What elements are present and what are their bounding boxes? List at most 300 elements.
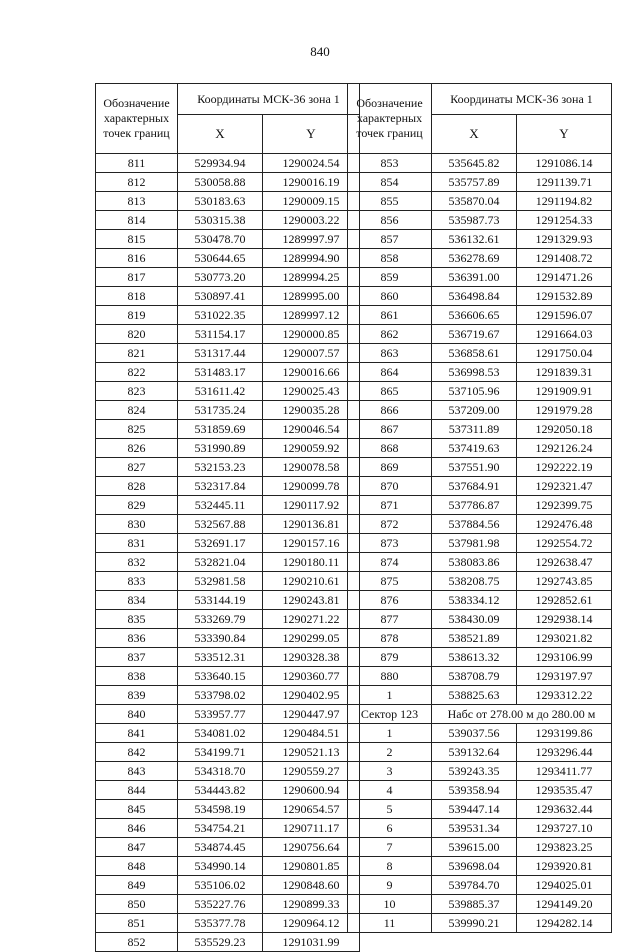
coord-y: 1294282.14 (517, 914, 612, 933)
coord-y: 1293411.77 (517, 762, 612, 781)
coord-x: 539990.21 (432, 914, 517, 933)
coord-x: 536391.00 (432, 268, 517, 287)
coord-y: 1293727.10 (517, 819, 612, 838)
point-id: 844 (96, 781, 178, 800)
coord-y: 1290025.43 (263, 382, 360, 401)
coord-y: 1290000.85 (263, 325, 360, 344)
table-row (348, 287, 612, 306)
coord-y: 1290059.92 (263, 439, 360, 458)
coord-y: 1294149.20 (517, 895, 612, 914)
table-row (348, 895, 612, 914)
coord-x: 535529.23 (178, 933, 263, 952)
coord-x: 531154.17 (178, 325, 263, 344)
point-id: 880 (348, 667, 432, 686)
coord-y: 1291750.04 (517, 344, 612, 363)
coord-x: 535870.04 (432, 192, 517, 211)
coord-y: 1289995.00 (263, 287, 360, 306)
coord-y: 1292050.18 (517, 420, 612, 439)
table-body (348, 154, 612, 705)
point-id: 5 (348, 800, 432, 819)
coord-y: 1293197.97 (517, 667, 612, 686)
point-id: 837 (96, 648, 178, 667)
table-row (348, 667, 612, 686)
table-row (348, 211, 612, 230)
coord-y: 1292554.72 (517, 534, 612, 553)
point-id: 840 (96, 705, 178, 724)
table-row (96, 230, 360, 249)
table-row (96, 838, 360, 857)
table-row (348, 439, 612, 458)
coord-x: 531611.42 (178, 382, 263, 401)
coord-x: 537551.90 (432, 458, 517, 477)
table-row (96, 363, 360, 382)
point-id: 822 (96, 363, 178, 382)
coord-y: 1290180.11 (263, 553, 360, 572)
point-id: 811 (96, 154, 178, 173)
table-row (96, 496, 360, 515)
table-row (96, 876, 360, 895)
coord-y: 1290007.57 (263, 344, 360, 363)
point-id: 4 (348, 781, 432, 800)
coord-y: 1292476.48 (517, 515, 612, 534)
point-id: 848 (96, 857, 178, 876)
coord-y: 1294025.01 (517, 876, 612, 895)
table-row (348, 477, 612, 496)
coord-x: 539615.00 (432, 838, 517, 857)
coord-x: 532821.04 (178, 553, 263, 572)
coord-y: 1290360.77 (263, 667, 360, 686)
point-id: 813 (96, 192, 178, 211)
coord-x: 537786.87 (432, 496, 517, 515)
coord-y: 1290271.22 (263, 610, 360, 629)
table-row (96, 534, 360, 553)
coord-y: 1292321.47 (517, 477, 612, 496)
table-row (96, 591, 360, 610)
coord-x: 538521.89 (432, 629, 517, 648)
table-row (96, 914, 360, 933)
table-row (96, 629, 360, 648)
coord-x: 532153.23 (178, 458, 263, 477)
table-row (348, 363, 612, 382)
coord-y: 1293823.25 (517, 838, 612, 857)
coordinates-table-right (347, 83, 612, 933)
coord-y: 1290003.22 (263, 211, 360, 230)
point-id: 9 (348, 876, 432, 895)
coord-x: 537884.56 (432, 515, 517, 534)
coord-x: 537311.89 (432, 420, 517, 439)
point-id: 830 (96, 515, 178, 534)
coord-y: 1293106.99 (517, 648, 612, 667)
coord-x: 536719.67 (432, 325, 517, 344)
table-row (348, 325, 612, 344)
coord-x: 539037.56 (432, 724, 517, 743)
table-row (348, 610, 612, 629)
table-row (348, 686, 612, 705)
coord-y: 1290299.05 (263, 629, 360, 648)
coord-x: 538708.79 (432, 667, 517, 686)
table-row (348, 382, 612, 401)
coord-y: 1290117.92 (263, 496, 360, 515)
point-id: 824 (96, 401, 178, 420)
sector-name: Сектор 123 (348, 705, 432, 724)
coord-x: 537981.98 (432, 534, 517, 553)
coord-x: 531735.24 (178, 401, 263, 420)
point-id: 812 (96, 173, 178, 192)
coord-y: 1290210.61 (263, 572, 360, 591)
point-id: 861 (348, 306, 432, 325)
coord-y: 1290328.38 (263, 648, 360, 667)
coord-y: 1290711.17 (263, 819, 360, 838)
table-row (348, 534, 612, 553)
table-body (96, 154, 360, 952)
coord-x: 530183.63 (178, 192, 263, 211)
coord-y: 1293296.44 (517, 743, 612, 762)
coord-y: 1290136.81 (263, 515, 360, 534)
coord-y: 1292852.61 (517, 591, 612, 610)
coord-y: 1289997.12 (263, 306, 360, 325)
table-row (96, 515, 360, 534)
coord-y: 1291909.91 (517, 382, 612, 401)
table-row (348, 629, 612, 648)
coord-x: 533640.15 (178, 667, 263, 686)
point-id: 836 (96, 629, 178, 648)
point-id: 10 (348, 895, 432, 914)
point-id: 856 (348, 211, 432, 230)
coord-y: 1292743.85 (517, 572, 612, 591)
table-row (96, 325, 360, 344)
point-id: 820 (96, 325, 178, 344)
table-row (348, 154, 612, 173)
coord-y: 1290016.66 (263, 363, 360, 382)
table-row (348, 192, 612, 211)
point-id: 852 (96, 933, 178, 952)
coord-x: 539447.14 (432, 800, 517, 819)
sector-section (348, 705, 612, 724)
coord-y: 1289997.97 (263, 230, 360, 249)
point-id: 825 (96, 420, 178, 439)
coord-y: 1290654.57 (263, 800, 360, 819)
coord-x: 539784.70 (432, 876, 517, 895)
table-row (96, 933, 360, 952)
point-id: 843 (96, 762, 178, 781)
coord-x: 539885.37 (432, 895, 517, 914)
coord-x: 536998.53 (432, 363, 517, 382)
table-row (96, 439, 360, 458)
point-id: 857 (348, 230, 432, 249)
coord-x: 538613.32 (432, 648, 517, 667)
point-id: 850 (96, 895, 178, 914)
table-row (96, 382, 360, 401)
point-id: 1 (348, 686, 432, 705)
coord-x: 534199.71 (178, 743, 263, 762)
table-row (348, 458, 612, 477)
coord-y: 1291408.72 (517, 249, 612, 268)
table-row (348, 743, 612, 762)
table-row (96, 648, 360, 667)
coord-y: 1290046.54 (263, 420, 360, 439)
coord-y: 1292222.19 (517, 458, 612, 477)
table-row (348, 173, 612, 192)
coord-x: 538334.12 (432, 591, 517, 610)
coord-x: 530773.20 (178, 268, 263, 287)
table-row (348, 515, 612, 534)
table-row (96, 306, 360, 325)
point-id: 846 (96, 819, 178, 838)
coord-x: 536606.65 (432, 306, 517, 325)
coord-y: 1293535.47 (517, 781, 612, 800)
coord-y: 1292399.75 (517, 496, 612, 515)
table-row (96, 401, 360, 420)
header-x: X (432, 115, 517, 154)
point-id: 858 (348, 249, 432, 268)
sector-height-range: Набс от 278.00 м до 280.00 м (432, 705, 612, 724)
coord-x: 535106.02 (178, 876, 263, 895)
point-id: 831 (96, 534, 178, 553)
point-id: 816 (96, 249, 178, 268)
point-id: 854 (348, 173, 432, 192)
coord-y: 1291471.26 (517, 268, 612, 287)
coord-y: 1290024.54 (263, 154, 360, 173)
point-id: 827 (96, 458, 178, 477)
table-row (96, 420, 360, 439)
coord-x: 535645.82 (432, 154, 517, 173)
point-id: 867 (348, 420, 432, 439)
header-y: Y (263, 115, 360, 154)
table-row (96, 857, 360, 876)
table-row (96, 743, 360, 762)
coord-x: 531859.69 (178, 420, 263, 439)
coord-y: 1291839.31 (517, 363, 612, 382)
coord-x: 529934.94 (178, 154, 263, 173)
coord-x: 531483.17 (178, 363, 263, 382)
coord-x: 536498.84 (432, 287, 517, 306)
coord-x: 536132.61 (432, 230, 517, 249)
point-id: 839 (96, 686, 178, 705)
header-coords-group: Координаты МСК-36 зона 1 (178, 84, 360, 115)
coord-y: 1291979.28 (517, 401, 612, 420)
point-id: 871 (348, 496, 432, 515)
table-row (348, 496, 612, 515)
coord-y: 1292638.47 (517, 553, 612, 572)
coord-y: 1291329.93 (517, 230, 612, 249)
coord-x: 534443.82 (178, 781, 263, 800)
coord-y: 1290964.12 (263, 914, 360, 933)
coord-y: 1289994.25 (263, 268, 360, 287)
coord-x: 536278.69 (432, 249, 517, 268)
coord-x: 530478.70 (178, 230, 263, 249)
table-row (96, 819, 360, 838)
coord-x: 531317.44 (178, 344, 263, 363)
table-row (96, 154, 360, 173)
coord-x: 538083.86 (432, 553, 517, 572)
coord-y: 1293021.82 (517, 629, 612, 648)
table-row (348, 553, 612, 572)
table-row (96, 344, 360, 363)
coord-y: 1289994.90 (263, 249, 360, 268)
table-row (348, 876, 612, 895)
coord-x: 535227.76 (178, 895, 263, 914)
table-row (348, 914, 612, 933)
table-row (348, 724, 612, 743)
table-row (348, 572, 612, 591)
coord-y: 1290016.19 (263, 173, 360, 192)
coord-y: 1292938.14 (517, 610, 612, 629)
table-row (96, 572, 360, 591)
point-id: 817 (96, 268, 178, 287)
point-id: 11 (348, 914, 432, 933)
point-id: 826 (96, 439, 178, 458)
coord-x: 533390.84 (178, 629, 263, 648)
table-row (348, 762, 612, 781)
table-row (96, 211, 360, 230)
table-row (348, 230, 612, 249)
point-id: 838 (96, 667, 178, 686)
point-id: 823 (96, 382, 178, 401)
point-id: 828 (96, 477, 178, 496)
table-row (96, 705, 360, 724)
point-id: 859 (348, 268, 432, 287)
point-id: 833 (96, 572, 178, 591)
coord-x: 532691.17 (178, 534, 263, 553)
table-row (348, 800, 612, 819)
point-id: 878 (348, 629, 432, 648)
header-point-label: Обозначение характерных точек границ (348, 84, 432, 154)
coord-x: 530644.65 (178, 249, 263, 268)
coord-y: 1293920.81 (517, 857, 612, 876)
coord-x: 539132.64 (432, 743, 517, 762)
point-id: 842 (96, 743, 178, 762)
coord-y: 1293632.44 (517, 800, 612, 819)
coord-y: 1290899.33 (263, 895, 360, 914)
coord-x: 539698.04 (432, 857, 517, 876)
point-id: 847 (96, 838, 178, 857)
coord-x: 534598.19 (178, 800, 263, 819)
coord-x: 537684.91 (432, 477, 517, 496)
coord-x: 537209.00 (432, 401, 517, 420)
header-coords-group: Координаты МСК-36 зона 1 (432, 84, 612, 115)
coord-x: 531990.89 (178, 439, 263, 458)
coord-y: 1290559.27 (263, 762, 360, 781)
page-number: 840 (310, 44, 330, 59)
table-row (348, 857, 612, 876)
coord-x: 535987.73 (432, 211, 517, 230)
header-point-label: Обозначение характерных точек границ (96, 84, 178, 154)
table-row (96, 477, 360, 496)
coord-y: 1291596.07 (517, 306, 612, 325)
coord-x: 536858.61 (432, 344, 517, 363)
coord-y: 1290035.28 (263, 401, 360, 420)
point-id: 855 (348, 192, 432, 211)
table-row (96, 173, 360, 192)
coord-y: 1290099.78 (263, 477, 360, 496)
point-id: 849 (96, 876, 178, 895)
table-row (96, 686, 360, 705)
point-id: 845 (96, 800, 178, 819)
header-x: X (178, 115, 263, 154)
coord-x: 539531.34 (432, 819, 517, 838)
table-row (348, 781, 612, 800)
coord-y: 1292126.24 (517, 439, 612, 458)
coord-x: 530058.88 (178, 173, 263, 192)
table-row (96, 781, 360, 800)
coord-x: 532981.58 (178, 572, 263, 591)
point-id: 873 (348, 534, 432, 553)
point-id: 819 (96, 306, 178, 325)
point-id: 862 (348, 325, 432, 344)
coord-x: 534990.14 (178, 857, 263, 876)
coord-y: 1290157.16 (263, 534, 360, 553)
coord-x: 538430.09 (432, 610, 517, 629)
coord-y: 1290447.97 (263, 705, 360, 724)
point-id: 7 (348, 838, 432, 857)
coord-x: 530897.41 (178, 287, 263, 306)
coord-x: 539243.35 (432, 762, 517, 781)
table-row (96, 287, 360, 306)
table-row (96, 458, 360, 477)
coord-x: 533798.02 (178, 686, 263, 705)
coordinates-table-left (95, 83, 360, 952)
coord-x: 539358.94 (432, 781, 517, 800)
point-id: 864 (348, 363, 432, 382)
point-id: 870 (348, 477, 432, 496)
point-id: 8 (348, 857, 432, 876)
coord-y: 1291532.89 (517, 287, 612, 306)
coord-x: 533512.31 (178, 648, 263, 667)
table-row (96, 192, 360, 211)
coord-y: 1291664.03 (517, 325, 612, 344)
coord-y: 1293199.86 (517, 724, 612, 743)
point-id: 3 (348, 762, 432, 781)
coord-x: 534081.02 (178, 724, 263, 743)
point-id: 851 (96, 914, 178, 933)
coord-x: 531022.35 (178, 306, 263, 325)
point-id: 832 (96, 553, 178, 572)
point-id: 877 (348, 610, 432, 629)
coord-x: 532445.11 (178, 496, 263, 515)
coord-y: 1290402.95 (263, 686, 360, 705)
coord-x: 532567.88 (178, 515, 263, 534)
point-id: 879 (348, 648, 432, 667)
table-row (348, 268, 612, 287)
coord-y: 1291194.82 (517, 192, 612, 211)
point-id: 853 (348, 154, 432, 173)
point-id: 860 (348, 287, 432, 306)
table-row (348, 420, 612, 439)
coord-y: 1290600.94 (263, 781, 360, 800)
coord-x: 533957.77 (178, 705, 263, 724)
coord-x: 537419.63 (432, 439, 517, 458)
point-id: 834 (96, 591, 178, 610)
coord-x: 533269.79 (178, 610, 263, 629)
table-row (348, 591, 612, 610)
point-id: 868 (348, 439, 432, 458)
coord-x: 535757.89 (432, 173, 517, 192)
point-id: 876 (348, 591, 432, 610)
table-row (348, 648, 612, 667)
coord-x: 538208.75 (432, 572, 517, 591)
table-row (348, 838, 612, 857)
point-id: 821 (96, 344, 178, 363)
coord-y: 1290484.51 (263, 724, 360, 743)
table-row (96, 724, 360, 743)
table-row (348, 819, 612, 838)
coord-y: 1290801.85 (263, 857, 360, 876)
point-id: 872 (348, 515, 432, 534)
table-row (96, 610, 360, 629)
point-id: 875 (348, 572, 432, 591)
table-row (348, 344, 612, 363)
coord-y: 1291031.99 (263, 933, 360, 952)
